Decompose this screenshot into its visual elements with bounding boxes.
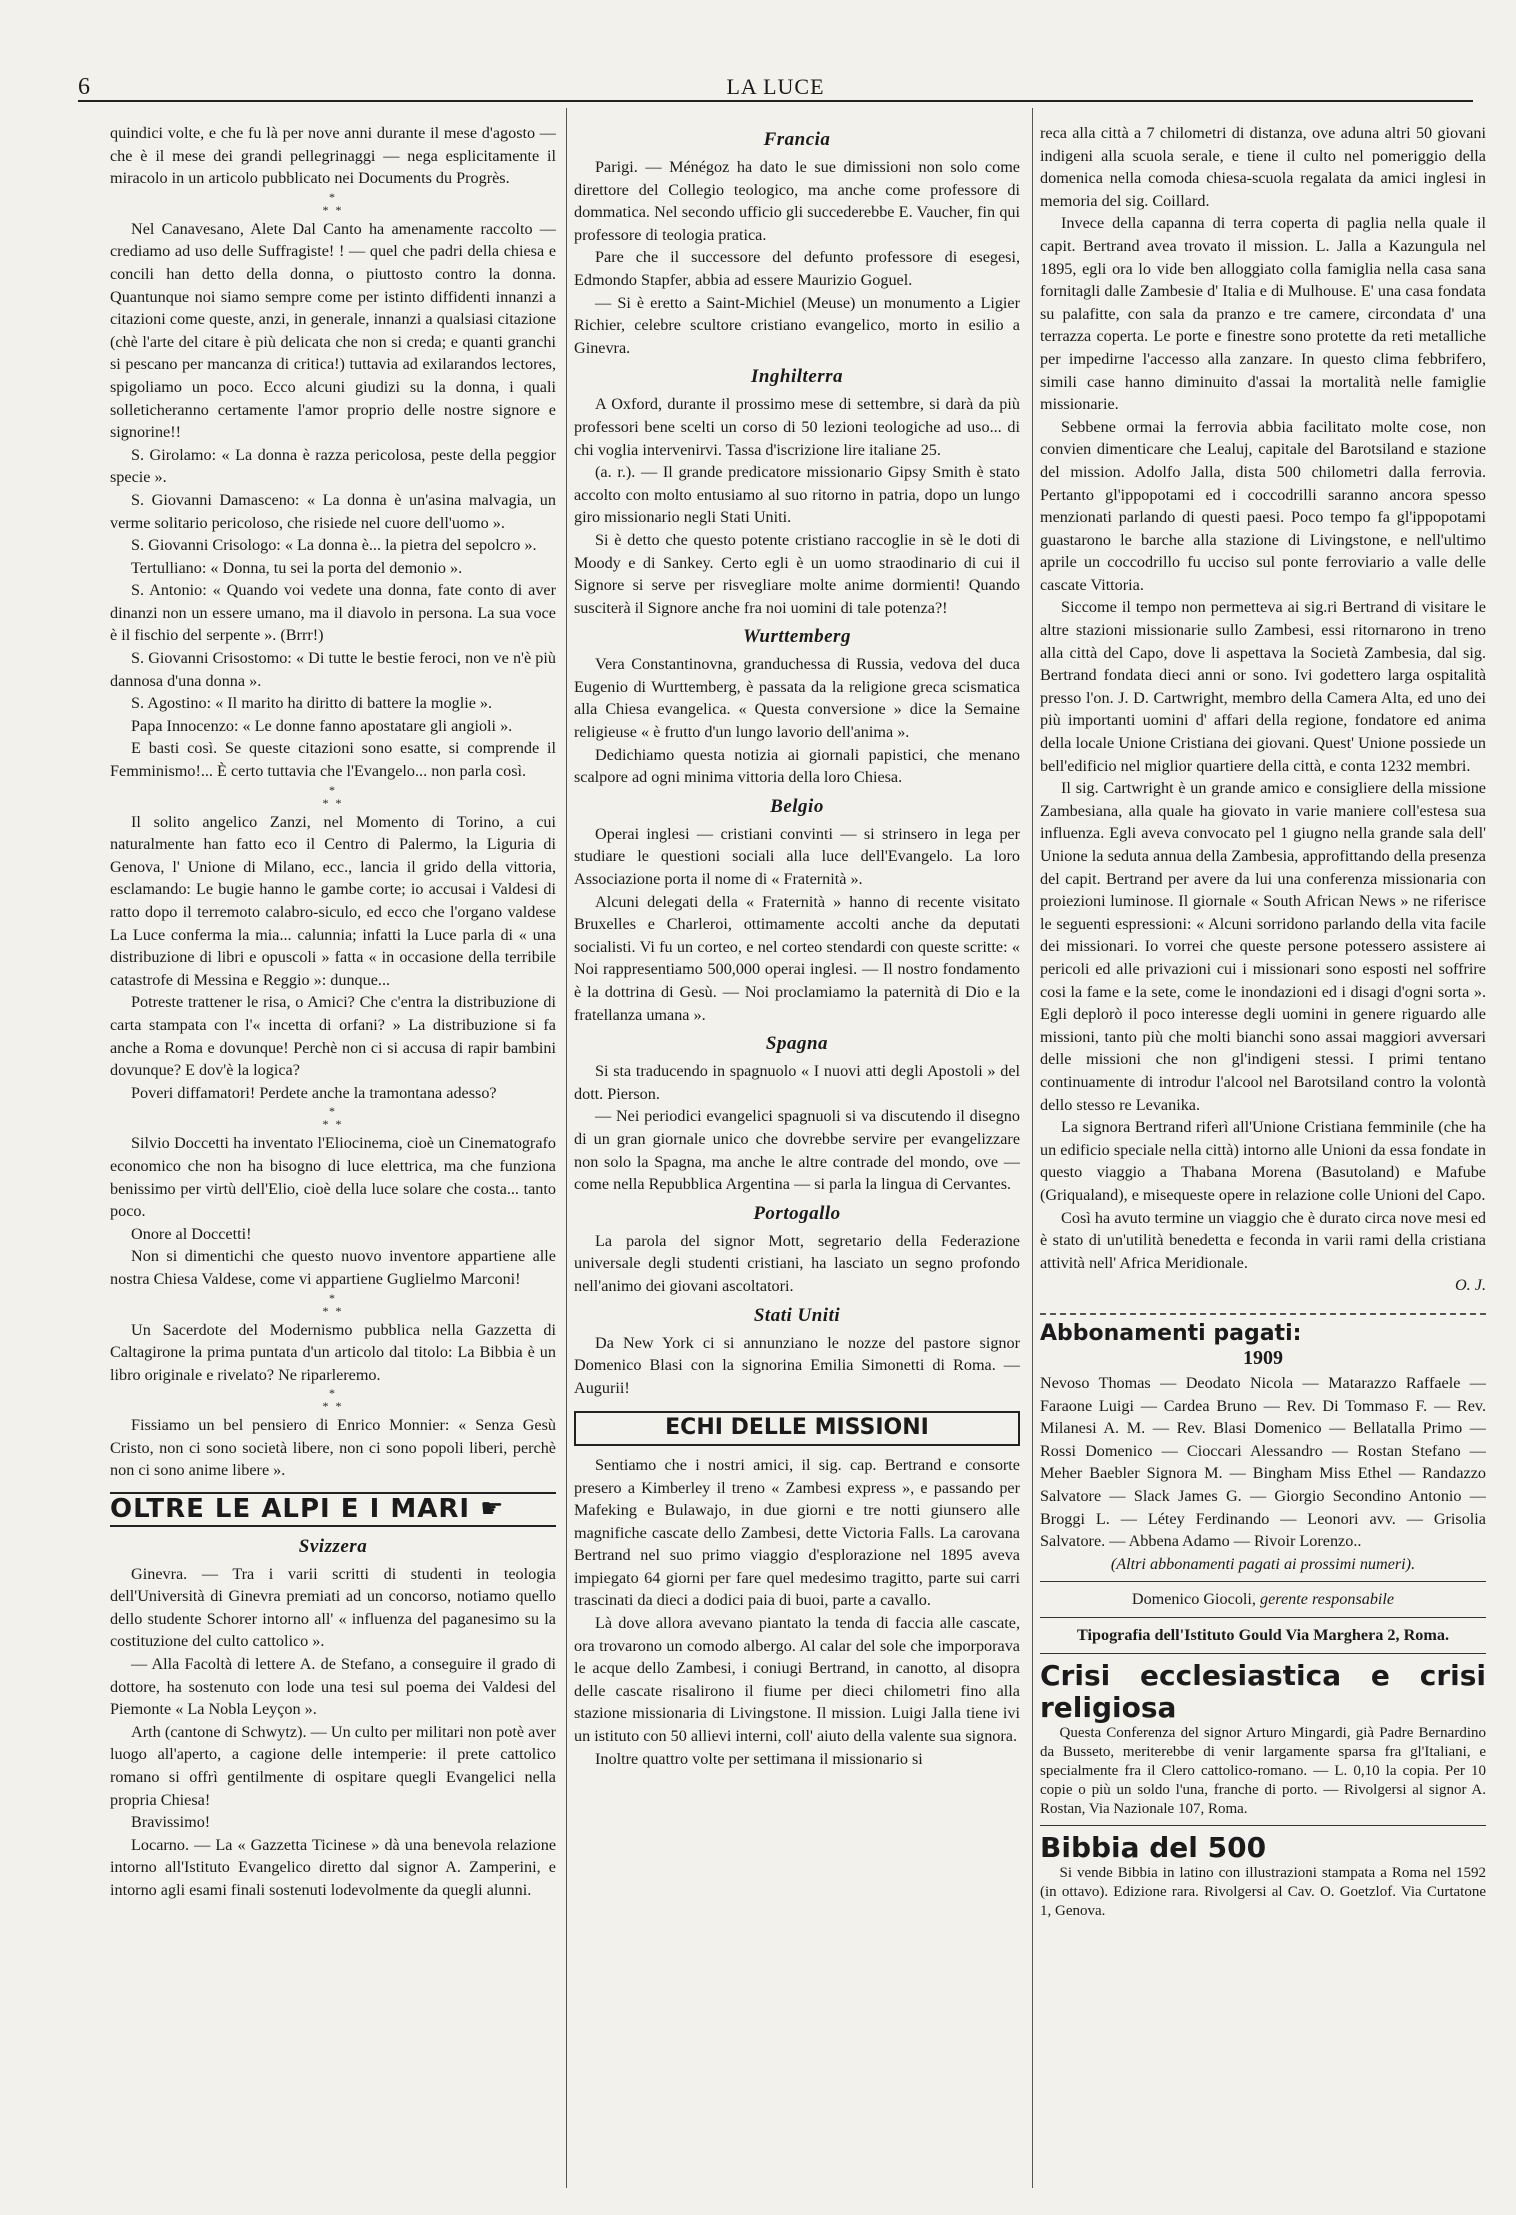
article-paragraph: Poveri diffamatori! Perdete anche la tramontana adesso? xyxy=(131,1083,497,1102)
article-paragraph: Inoltre quattro volte per settimana il missionario si xyxy=(595,1749,923,1768)
article-paragraph: Da New York ci si annunziano le nozze del pastore signor Domenico Blasi con la signorina Emilia Simonetti di Roma. — Augurii! xyxy=(574,1333,1020,1397)
article-paragraph: Si sta traducendo in spagnuolo « I nuovi atti degli Apostoli » del dott. Pierson. xyxy=(574,1062,1020,1103)
article-paragraph: La signora Bertrand riferì all'Unione Cristiana femminile (che ha un edificio speciale nella città) intorno alle Unioni da essa fondate in questo viaggio a Thabana Morena (Basutoland) e Mafube (Griqualand), e misequeste opere in relazione colle Unioni del Capo. xyxy=(1040,1118,1486,1204)
article-paragraph: Parigi. — Ménégoz ha dato le sue dimissioni non solo come direttore del Collegio teologico, ma anche come professore di dommatica. Nel secondo ufficio gli succederebbe E. Vaucher, fin qui professore di teologia pratica. xyxy=(574,158,1020,244)
asterism-separator: * * * xyxy=(322,1290,344,1318)
section-title: Inghilterra xyxy=(750,366,844,388)
article-paragraph: La parola del signor Mott, segretario della Federazione universale degli studenti cristiani, ha lasciato un segno profondo nell'animo dei giovani ascoltatori. xyxy=(574,1231,1020,1295)
banner-title: OLTRE LE ALPI E I MARI xyxy=(110,1494,471,1525)
article-paragraph: Il sig. Cartwright è un grande amico e consigliere della missione Zambesiana, alla quale ha giovato in varie maniere coll'estesa sua influenza. Egli aveva convocato pel 1 giugno nella grande sala dell' Unione la seduta annua della Zambesia, approfittando della presenza del capit. Bertrand per avere da lui una conferenza missionaria con proiezioni luminose. Il giornale « South African News » ne riferisce le seguenti espressioni: « Alcuni sorridono parlando della vita facile dei missionari. Io vorrei che queste persone potessero assistere ai pericoli ed alle privazioni cui i missionari sono esposti nel soffrire cosi la fame e la sete, come le inondazioni ed i disagi d'ogni sorta ». Egli deplorò il poco interesse degli uomini in genere riguardo alle missioni, tanto più che molti bianchi sono assai maggiori avversari delle missioni che non gl'indigeni stessi. I primi tentano continuamente di introdur l'alcool nel Barotsiland contro la volontà dello stesso re Levanika. xyxy=(1040,779,1486,1114)
article-signature: O. J. xyxy=(1454,1276,1486,1295)
article-paragraph: Sebbene ormai la ferrovia abbia facilitato molte cose, non convien dimenticare che Lealuj, capitale del Barotsiland e stazione del mission. Adolfo Jalla, dista 500 chilometri dalla ferrovia. Pertanto gl'ippopotami ed i coccodrilli saranno ancora spesso menzionati parlando di questi paesi. Poco tempo fa gl'ippopotami guastarono le barche alla stazione di Livingstone, e nell'ultimo aprile un coccodrillo fu ucciso sul ponte ferroviario a valle delle cascate Vittoria. xyxy=(1040,417,1486,594)
page-number: 6 xyxy=(78,74,90,100)
ad-crisi-text: Questa Conferenza del signor Arturo Mingardi, già Padre Bernardino da Busseto, meriterebbe di venir largamente sparsa fra gl'Italiani, e specialmente fra il Clero cattolico-romano. — L. 0,10 la copia. Per 10 copie o più un soldo l'una, franche di porto. — Rivolgersi al signor A. Rostan, Via Nazionale 107, Roma. xyxy=(1040,1724,1486,1817)
article-paragraph: Non si dimentichi che questo nuovo inventore appartiene alle nostra Chiesa Valdese, come vi appartiene Guglielmo Marconi! xyxy=(110,1247,556,1288)
article-paragraph: Alcuni delegati della « Fraternità » hanno di recente visitato Bruxelles e Charleroi, ottimamente accolti anche da deputati socialisti. Vi fu un corteo, e nel corteo stendardi con queste scritte: « Noi rappresentiamo 500,000 operai inglesi. — Il nostro fondamento è la dottrina di Gesù. — Noi proclamiamo la paternità di Dio e la fratellanza umana ». xyxy=(574,892,1020,1024)
page-header xyxy=(78,70,1473,102)
responsible-editor xyxy=(1040,1588,1486,1611)
article-paragraph: Vera Constantinovna, granduchessa di Russia, vedova del duca Eugenio di Wurttemberg, è passata da la religione greca scismatica alla Chiesa evangelica. « Questa conversione » dice la Semaine religieuse « è frutto d'un lungo lavorio dell'anima ». xyxy=(574,655,1020,742)
column-rule xyxy=(1032,108,1033,2188)
section-title: Francia xyxy=(763,129,831,150)
article-paragraph: Papa Innocenzo: « Le donne fanno apostatare gli angioli ». xyxy=(131,716,513,735)
article-paragraph: E basti così. Se queste citazioni sono esatte, si comprende il Femminismo!... È certo tuttavia che l'Evangelo... non parla così. xyxy=(110,739,556,781)
article-paragraph: Un Sacerdote del Modernismo pubblica nella Gazzetta di Caltagirone la prima puntata d'un articolo dal titolo: La Bibbia è un libro originale e rivelato? Ne riparleremo. xyxy=(110,1320,556,1384)
article-paragraph: — Nei periodici evangelici spagnuoli si va discutendo il disegno di un gran giornale unico che dovrebbe servire per evangelizzare non solo la Spagna, ma anche le altre contrade del mondo, ove — come nella Repubblica Argentina — si parla la lingua di Cervantes. xyxy=(574,1107,1020,1194)
article-paragraph: Siccome il tempo non permetteva ai sig.ri Bertrand di visitare le altre stazioni missionarie sullo Zambesi, essi ritornarono in treno alla città del Capo, dove li aspettava la Società Zambesia, dal sig. Bertrand fondata dieci anni or sono. Ivi godettero larga ospitalità presso l'on. J. D. Cartwright, membro della Camera Alta, ed uno dei più importanti uomini d' affari della regione, fondatore ed anima della locale Unione Cristiana dei giovani. Quest' Unione possiede un bell'edificio nel miglior quartiere della città, e conta 1232 membri. xyxy=(1040,598,1486,775)
decorative-divider xyxy=(1040,1305,1486,1315)
column-2 xyxy=(574,122,1020,2192)
asterism-separator: * * * xyxy=(322,189,344,217)
article-paragraph: Là dove allora avevano piantato la tenda di faccia alle cascate, ora trovarono un comodo albergo. Al calar del sole che imporporava le acque dello Zambesi, i coniugi Bertrand, in canotto, al disopra delle cascate risalirono il fiume per dieci chilometri fino alla stazione missionaria di Livingstone. Il mission. Luigi Jalla tiene ivi un istituto con 50 allievi interni, coll' aiuto della valente sua signora. xyxy=(574,1614,1020,1746)
article-paragraph: Ginevra. — Tra i varii scritti di studenti in teologia dell'Università di Ginevra premiati ad un concorso, notiamo quello dello studente Schorer intorno all' « influenza del paganesimo su la costituzione del culto cattolico ». xyxy=(110,1564,556,1651)
running-title: LA LUCE xyxy=(726,74,825,99)
article-paragraph: Fissiamo un bel pensiero di Enrico Monnier: « Senza Gesù Cristo, non ci sono società libere, non ci sono popoli liberi, perchè non ci sono anime libere ». xyxy=(110,1416,556,1480)
section-title: Svizzera xyxy=(298,1535,368,1557)
section-title: Portogallo xyxy=(753,1202,841,1224)
article-paragraph: Locarno. — La « Gazzetta Ticinese » dà una benevola relazione intorno all'Istituto Evangelico diretto dal signor A. Zamperini, e intorno agli esami finali sostenuti lodevolmente da quegli alunni. xyxy=(110,1835,556,1899)
subscriptions-title: Abbonamenti pagati: xyxy=(1040,1320,1302,1346)
article-paragraph: A Oxford, durante il prossimo mese di settembre, si darà da più professori bene scelti un corso di 50 lezioni teologiche ad uso... di chi voglia intervenirvi. Tassa d'iscrizione lire italiane 25. xyxy=(574,395,1020,459)
column-3 xyxy=(1040,122,1486,2192)
article-paragraph: S. Antonio: « Quando voi vedete una donna, fate conto di aver dinanzi non un essere umano, ma il diavolo in persona. La sua voce è il fischio del serpente ». (Brrr!) xyxy=(110,581,556,645)
asterism-separator: * * * xyxy=(322,782,344,810)
article-paragraph: Pare che il successore del defunto professore di esegesi, Edmondo Stapfer, abbia ad essere Maurizio Goguel. xyxy=(574,248,1020,289)
ad-bibbia-text: Si vende Bibbia in latino con illustrazioni stampata a Roma nel 1592 (in ottavo). Edizione rara. Rivolgersi al Cav. O. Goetzlof. Via Curtatone 1, Genova. xyxy=(1040,1864,1486,1919)
section-title: Stati Uniti xyxy=(753,1304,841,1326)
article-paragraph: Silvio Doccetti ha inventato l'Eliocinema, cioè un Cinematografo economico che non ha bisogno di luce elettrica, ma che funziona benissimo per virtù dell'Elio, cioè della luce solare che costa... tanto poco. xyxy=(110,1134,556,1221)
article-paragraph: S. Agostino: « Il marito ha diritto di battere la moglie ». xyxy=(131,694,493,713)
section-banner-alps xyxy=(110,1492,556,1527)
subscriptions-year: 1909 xyxy=(1243,1347,1283,1370)
article-paragraph: Tertulliano: « Donna, tu sei la porta del demonio ». xyxy=(131,558,463,577)
subscriptions-note: (Altri abbonamenti pagati ai prossimi numeri). xyxy=(1110,1554,1416,1573)
article-paragraph: Invece della capanna di terra coperta di paglia nella quale il capit. Bertrand avea trovato il mission. L. Jalla a Kazungula nel 1895, egli ora lo vide ben alloggiato colla famiglia nella casa sana fornitagli dalle Zambesie d' Italia e di Mulhouse. E' una casa fondata su palafitte, con sala da pranzo e tre camere, circondata d' una terrazza coperta. Le porte e finestre sono protette da reti metalliche per impedirne l'accesso alla zanzare. In questo clima febbrifero, simili case hanno diminuito d'assai la mortalità nelle famiglie missionarie. xyxy=(1040,214,1486,414)
section-title: Belgio xyxy=(770,795,824,817)
article-paragraph: Dedichiamo questa notizia ai giornali papistici, che menano scalpore ad ogni minima vittoria della loro Chiesa. xyxy=(574,745,1020,787)
article-paragraph: S. Girolamo: « La donna è razza pericolosa, peste della peggior specie ». xyxy=(110,445,556,487)
hand-pointer-icon: ☛ xyxy=(480,1494,505,1525)
ad-crisi-headline: Crisi ecclesiastica e crisi religiosa xyxy=(1040,1658,1486,1724)
asterism-separator: * * * xyxy=(322,1386,344,1414)
section-banner-missions: ECHI DELLE MISSIONI xyxy=(574,1411,1020,1446)
article-paragraph: reca alla città a 7 chilometri di distanza, ove aduna altri 50 giovani indigeni alla scuola serale, e tiene il culto nel pomeriggio della domenica nella comoda chiesa-scuola regalata da amici inglesi in memoria del sig. Coillard. xyxy=(1040,124,1486,210)
column-rule xyxy=(566,108,567,2188)
article-paragraph: Operai inglesi — cristiani convinti — si strinsero in lega per studiare le questioni sociali alla luce dell'Evangelo. La loro Associazione porta il nome di « Fraternità ». xyxy=(574,824,1020,889)
article-paragraph: Il solito angelico Zanzi, nel Momento di Torino, a cui naturalmente han fatto eco il Centro di Palermo, la Liguria di Genova, l' Unione di Milano, ecc., lancia il grido della vittoria, esclamando: Le bugie hanno le gambe corte; io accusai i Valdesi di ratto dopo il terremoto calabro-siculo, ed ecco che l'organo valdese La Luce conferma la mia... calunnia; infatti la Luce parla di « una distribuzione di libri e opuscoli » fatta « in occasione della terribile catastrofe di Messina e Reggio »: dunque... xyxy=(110,812,556,989)
divider xyxy=(1040,1617,1486,1618)
section-title: Spagna xyxy=(765,1033,829,1055)
article-paragraph: Bravissimo! xyxy=(131,1813,211,1832)
asterism-separator: * * * xyxy=(322,1104,344,1132)
article-paragraph: Così ha avuto termine un viaggio che è durato circa nove mesi ed è stato di un'utilità benedetta e feconda in varii rami della cristiana attività nell' Africa Meridionale. xyxy=(1040,1208,1486,1272)
article-paragraph: S. Giovanni Crisologo: « La donna è... la pietra del sepolcro ». xyxy=(131,536,537,555)
article-paragraph: — Alla Facoltà di lettere A. de Stefano, a conseguire il grado di dottore, ha sostenuto con lode una tesi sul poema dei Valdesi del Piemonte « La Nobla Leyçon ». xyxy=(110,1655,556,1719)
article-paragraph: S. Giovanni Crisostomo: « Di tutte le bestie feroci, non ve n'è più dannosa d'una donna ». xyxy=(110,649,556,690)
article-paragraph: Sentiamo che i nostri amici, il sig. cap. Bertrand e consorte presero a Kimberley il treno « Zambesi express », e passando per Mafeking e Bulawajo, in due giorni e tre notti giunsero alle magnifiche cascate dello Zambesi, dette Victoria Falls. La carovana Bertrand nel suo primo viaggio d'esplorazione nel 1895 aveva impiegato 64 giorni per fare quel medesimo tragitto, parte sui carri trascinati da dieci a dodici paia di buoi, parte a cavallo. xyxy=(574,1455,1020,1610)
ad-bibbia-headline: Bibbia del 500 xyxy=(1040,1830,1267,1864)
article-paragraph: (a. r.). — Il grande predicatore missionario Gipsy Smith è stato accolto con molto entusiamo al suo ritorno in patria, dopo un lungo giro missionario negli Stati Uniti. xyxy=(574,463,1020,527)
section-title: Wurttemberg xyxy=(743,626,851,648)
printer-line: Tipografia dell'Istituto Gould Via Marghera 2, Roma. xyxy=(1076,1626,1450,1644)
divider xyxy=(1040,1825,1486,1826)
article-paragraph: Onore al Doccetti! xyxy=(131,1224,252,1243)
column-1 xyxy=(110,122,556,2192)
article-paragraph: Potreste trattener le risa, o Amici? Che c'entra la distribuzione di carta stampata con l'« incetta di orfani? » La distribuzione si fa anche a Roma e dovunque! Perchè non ci si accusa di rapir bambini dovunque? E dov'è la logica? xyxy=(110,993,556,1080)
divider xyxy=(1040,1653,1486,1654)
divider xyxy=(1040,1581,1486,1582)
editor-name: Domenico Giocoli, xyxy=(1131,1590,1256,1609)
article-paragraph: S. Giovanni Damasceno: « La donna è un'asina malvagia, un verme solitario pericoloso, che risiede nel cuore dell'uomo ». xyxy=(110,490,556,532)
article-paragraph: Si è detto che questo potente cristiano raccoglie in sè le doti di Moody e di Sankey. Certo egli è un uomo straodinario di cui il Signore si serve per risvegliare molte anime dormienti! Quando susciterà il Signore anche fra noi uomini di tale potenza?! xyxy=(574,530,1020,617)
article-paragraph: quindici volte, e che fu là per nove anni durante il mese d'agosto — che è il mese dei grandi pellegrinaggi — nega esplicitamente il miracolo in un articolo pubblicato nei Documents du Progrès. xyxy=(110,124,556,188)
article-paragraph: — Si è eretto a Saint-Michiel (Meuse) un monumento a Ligier Richier, celebre scultore cristiano evangelico, morto in esilio a Ginevra. xyxy=(574,293,1020,357)
subscriptions-list: Nevoso Thomas — Deodato Nicola — Matarazzo Raffaele — Faraone Luigi — Cardea Bruno — Rev. Di Tommaso F. — Rev. Milanesi A. M. — Rev. Blasi Domenico — Bellatalla Primo — Rossi Domenico — Cioccari Alessandro — Rostan Stefano — Meher Baebler Signora M. — Bingham Miss Ethel — Randazzo Salvatore — Slack James G. — Giorgio Secondino Antonio — Broggi L. — Létey Ferdinando — Leonori avv. — Grisolia Salvatore. — Abbena Adamo — Rivoir Lorenzo.. xyxy=(1040,1374,1486,1551)
article-paragraph: Arth (cantone di Schwytz). — Un culto per militari non potè aver luogo all'aperto, a cagione delle intemperie: il prete cattolico romano si offrì gentilmente di ospitare quegli Evangelici nella propria Chiesa! xyxy=(110,1722,556,1809)
editor-role: gerente responsabile xyxy=(1260,1590,1395,1609)
article-paragraph: Nel Canavesano, Alete Dal Canto ha amenamente raccolto — crediamo ad uso delle Suffragiste! ! — quel che padri della chiesa e concili han detto della donna, o piuttosto contro la donna. Quantunque noi siamo sempre come per istinto diffidenti innanzi a citazioni come queste, anzi, in generale, innanzi a qualsiasi citazione (chè l'arte del citare è più delicata che non si creda; e quanti granchi si pescano per mancanza di critica!) tuttavia ad exilarandos lectores, spigoliamo un poco. Ecco alcuni giudizi su la donna, i quali solleticheranno certamente l'amor proprio delle nostre signore e signorine!! xyxy=(110,219,556,442)
